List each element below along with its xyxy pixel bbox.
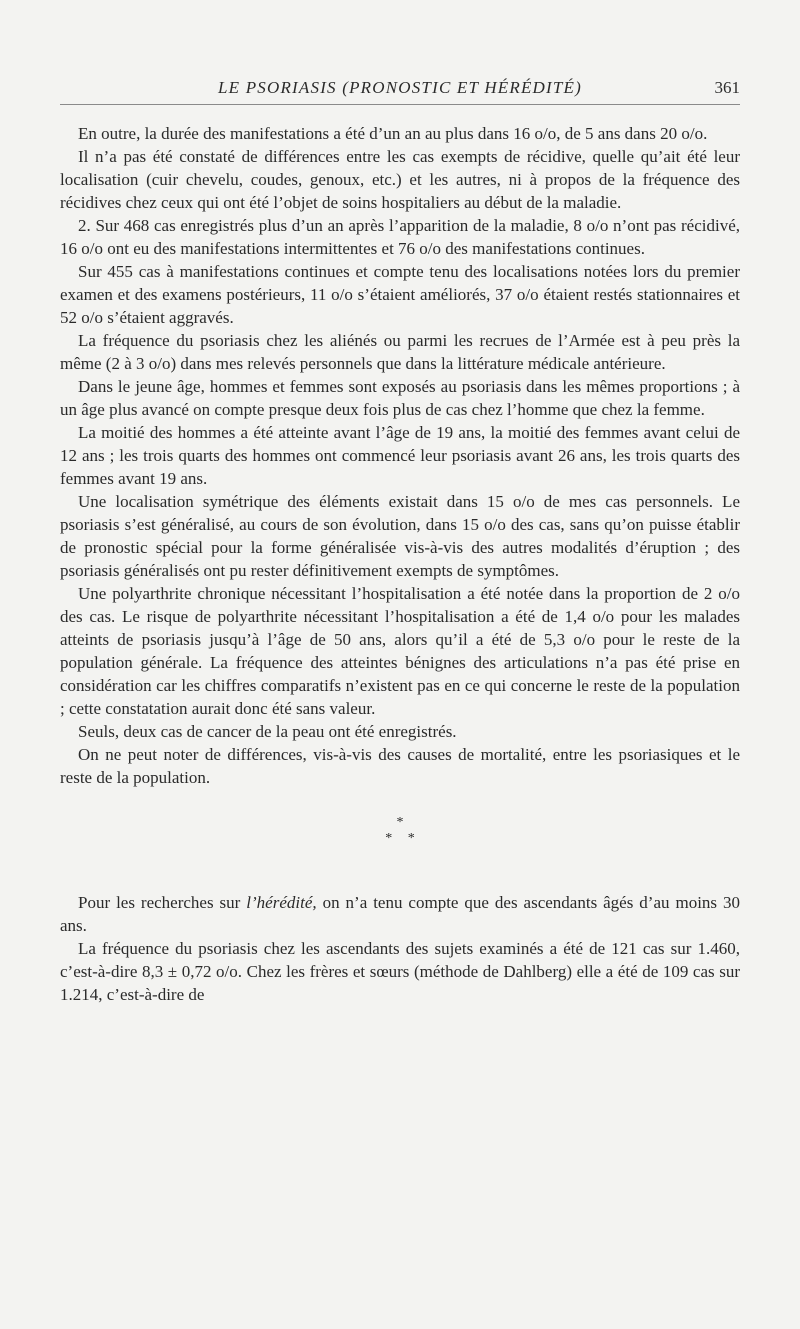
italic-term: l’hérédité, (246, 893, 317, 912)
text-run: Pour les recherches sur (78, 893, 247, 912)
paragraph: La fréquence du psoriasis chez les aliénés ou parmi les recrues de l’Armée est à peu près la même (2 à 3 o/o) dans mes relevés personnels que dans la littérature médicale antérieure. (60, 331, 740, 373)
separator-asterisk: * (385, 831, 393, 846)
page-number: 361 (714, 78, 740, 97)
paragraph: 2. Sur 468 cas enregistrés plus d’un an après l’apparition de la maladie, 8 o/o n’ont pas récidivé, 16 o/o ont eu des manifestations intermittentes et 76 o/o des manifestations continues. (60, 216, 740, 258)
paragraph: La moitié des hommes a été atteinte avant l’âge de 19 ans, la moitié des femmes avant celui de 12 ans ; les trois quarts des hommes ont commencé leur psoriasis avant 26 ans, les trois quarts des femmes avant 19 ans. (60, 423, 740, 488)
paragraph: Une polyarthrite chronique nécessitant l’hospitalisation a été notée dans la proportion de 2 o/o des cas. Le risque de polyarthrite nécessitant l’hospitalisation a été de 1,4 o/o pour les malades atteints de psoriasis jusqu’à l’âge de 50 ans, alors qu’il a été de 5,3 o/o pour le reste de la population générale. La fréquence des atteintes bénignes des articulations n’a pas été prise en considération car les chiffres comparatifs n’existent pas en ce qui concerne le reste de la population ; cette constatation aurait donc été sans valeur. (60, 584, 740, 718)
separator-asterisk: * (396, 815, 404, 830)
paragraph: Seuls, deux cas de cancer de la peau ont été enregistrés. (78, 722, 457, 741)
separator-asterisk: * (407, 831, 415, 846)
paragraph: Une localisation symétrique des éléments existait dans 15 o/o de mes cas personnels. Le psoriasis s’est généralisé, au cours de son évolution, dans 15 o/o des cas, sans qu’on puisse établir de pronostic spécial pour la forme généralisée vis-à-vis des autres modalités d’éruption ; des psoriasis généralisés ont pu rester définitivement exempts de symptômes. (60, 492, 740, 580)
paragraph: En outre, la durée des manifestations a été d’un an au plus dans 16 o/o, de 5 ans dans 20 o/o. (78, 124, 708, 143)
text-run: on n’a tenu compte que des ascendants âgés d’au moins 30 ans. (60, 893, 740, 935)
running-title: LE PSORIASIS (PRONOSTIC ET HÉRÉDITÉ) (218, 78, 582, 97)
paragraph: Il n’a pas été constaté de différences entre les cas exempts de récidive, quelle qu’ait été leur localisation (cuir chevelu, coudes, genoux, etc.) et les autres, ni à propos de la fréquence des récidives chez ceux qui ont été l’objet de soins hospitaliers au début de la maladie. (60, 147, 740, 212)
body-text (60, 122, 740, 1006)
header-rule (60, 104, 740, 105)
paragraph: Dans le jeune âge, hommes et femmes sont exposés au psoriasis dans les mêmes proportions ; à un âge plus avancé on compte presque deux fois plus de cas chez l’homme que chez la femme. (60, 377, 740, 419)
paragraph: La fréquence du psoriasis chez les ascendants des sujets examinés a été de 121 cas sur 1.460, c’est-à-dire 8,3 ± 0,72 o/o. Chez les frères et sœurs (méthode de Dahlberg) elle a été de 109 cas sur 1.214, c’est-à-dire de (60, 939, 740, 1004)
paragraph: On ne peut noter de différences, vis-à-vis des causes de mortalité, entre les psoriasiques et le reste de la population. (60, 745, 740, 787)
paragraph: Sur 455 cas à manifestations continues et compte tenu des localisations notées lors du premier examen et des examens postérieurs, 11 o/o s’étaient améliorés, 37 o/o étaient restés stationnaires et 52 o/o s’étaient aggravés. (60, 262, 740, 327)
paragraph-heredite (60, 891, 740, 937)
section-separator (60, 815, 740, 847)
